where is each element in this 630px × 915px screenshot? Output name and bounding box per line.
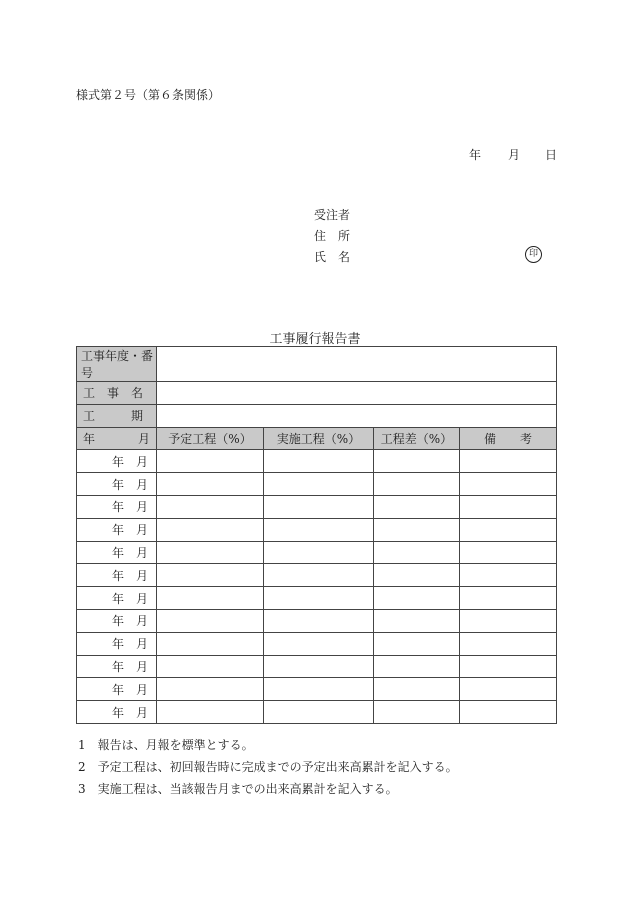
table-row: [77, 541, 557, 564]
note-2: 2 予定工程は、初回報告時に完成までの予定出来高累計を記入する。: [78, 760, 458, 774]
planned-cell[interactable]: [157, 701, 264, 724]
header-remarks: 備 考: [460, 427, 557, 450]
form-number: 様式第２号（第６条関係）: [76, 88, 221, 102]
period-cell: 年 月: [77, 678, 157, 701]
planned-cell[interactable]: [157, 473, 264, 496]
table-row: [77, 609, 557, 632]
construction-name-field[interactable]: [157, 382, 557, 405]
note-1: 1 報告は、月報を標準とする。: [78, 738, 254, 752]
difference-cell[interactable]: [374, 678, 460, 701]
actual-cell[interactable]: [264, 701, 374, 724]
table-row: [77, 450, 557, 473]
remarks-cell[interactable]: [460, 632, 557, 655]
header-year-month: [77, 427, 157, 450]
actual-cell[interactable]: [264, 473, 374, 496]
difference-cell[interactable]: [374, 541, 460, 564]
remarks-cell[interactable]: [460, 678, 557, 701]
remarks-cell[interactable]: [460, 495, 557, 518]
planned-cell[interactable]: [157, 655, 264, 678]
remarks-cell[interactable]: [460, 450, 557, 473]
difference-cell[interactable]: [374, 450, 460, 473]
difference-cell[interactable]: [374, 564, 460, 587]
table-row: [77, 701, 557, 724]
period-cell: 年 月: [77, 609, 157, 632]
planned-cell[interactable]: [157, 495, 264, 518]
period-cell: 年 月: [77, 518, 157, 541]
planned-cell[interactable]: [157, 450, 264, 473]
label-row-period: [77, 404, 557, 427]
page-title: 工事履行報告書: [269, 332, 361, 347]
difference-cell[interactable]: [374, 518, 460, 541]
label-row-number: [77, 347, 557, 382]
header-actual: 実施工程（%）: [264, 427, 374, 450]
actual-cell[interactable]: [264, 678, 374, 701]
label-cell-construction-name: 工 事 名: [77, 382, 157, 405]
remarks-cell[interactable]: [460, 473, 557, 496]
table-row: [77, 632, 557, 655]
actual-cell[interactable]: [264, 587, 374, 610]
table-row: [77, 473, 557, 496]
difference-cell[interactable]: [374, 701, 460, 724]
actual-cell[interactable]: [264, 518, 374, 541]
actual-cell[interactable]: [264, 632, 374, 655]
label-cell-construction-period: 工 期: [77, 404, 157, 427]
period-cell: 年 月: [77, 541, 157, 564]
header-year: 年: [83, 431, 96, 446]
construction-period-field[interactable]: [157, 404, 557, 427]
planned-cell[interactable]: [157, 609, 264, 632]
table-row: [77, 518, 557, 541]
note-3: 3 実施工程は、当該報告月までの出来高累計を記入する。: [78, 782, 398, 796]
table-row: [77, 564, 557, 587]
date-year-label: 年: [469, 148, 482, 162]
period-cell: 年 月: [77, 701, 157, 724]
header-difference: 工程差（%）: [374, 427, 460, 450]
period-cell: 年 月: [77, 564, 157, 587]
label-row-name: [77, 382, 557, 405]
planned-cell[interactable]: [157, 564, 264, 587]
actual-cell[interactable]: [264, 655, 374, 678]
planned-cell[interactable]: [157, 518, 264, 541]
difference-cell[interactable]: [374, 473, 460, 496]
remarks-cell[interactable]: [460, 655, 557, 678]
actual-cell[interactable]: [264, 495, 374, 518]
contractor-heading: 受注者: [314, 208, 351, 222]
seal-mark: 印: [525, 246, 542, 263]
table-row: [77, 678, 557, 701]
difference-cell[interactable]: [374, 495, 460, 518]
address-label: 住 所: [314, 229, 351, 243]
actual-cell[interactable]: [264, 541, 374, 564]
difference-cell[interactable]: [374, 632, 460, 655]
header-planned: 予定工程（%）: [157, 427, 264, 450]
remarks-cell[interactable]: [460, 518, 557, 541]
actual-cell[interactable]: [264, 564, 374, 587]
report-table: [76, 346, 557, 724]
difference-cell[interactable]: [374, 587, 460, 610]
table-row: [77, 587, 557, 610]
construction-year-number-field[interactable]: [157, 347, 557, 382]
header-month: 月: [137, 431, 150, 446]
planned-cell[interactable]: [157, 678, 264, 701]
actual-cell[interactable]: [264, 450, 374, 473]
planned-cell[interactable]: [157, 541, 264, 564]
period-cell: 年 月: [77, 655, 157, 678]
table-row: [77, 495, 557, 518]
period-cell: 年 月: [77, 495, 157, 518]
period-cell: 年 月: [77, 632, 157, 655]
remarks-cell[interactable]: [460, 587, 557, 610]
remarks-cell[interactable]: [460, 541, 557, 564]
date-month-label: 月: [508, 148, 521, 162]
remarks-cell[interactable]: [460, 701, 557, 724]
difference-cell[interactable]: [374, 609, 460, 632]
planned-cell[interactable]: [157, 632, 264, 655]
remarks-cell[interactable]: [460, 564, 557, 587]
difference-cell[interactable]: [374, 655, 460, 678]
header-row: [77, 427, 557, 450]
period-cell: 年 月: [77, 587, 157, 610]
actual-cell[interactable]: [264, 609, 374, 632]
period-cell: 年 月: [77, 450, 157, 473]
planned-cell[interactable]: [157, 587, 264, 610]
period-cell: 年 月: [77, 473, 157, 496]
remarks-cell[interactable]: [460, 609, 557, 632]
name-label: 氏 名: [314, 250, 351, 264]
table-row: [77, 655, 557, 678]
date-day-label: 日: [545, 148, 558, 162]
label-cell-construction-year-number: 工事年度・番号: [77, 347, 157, 382]
